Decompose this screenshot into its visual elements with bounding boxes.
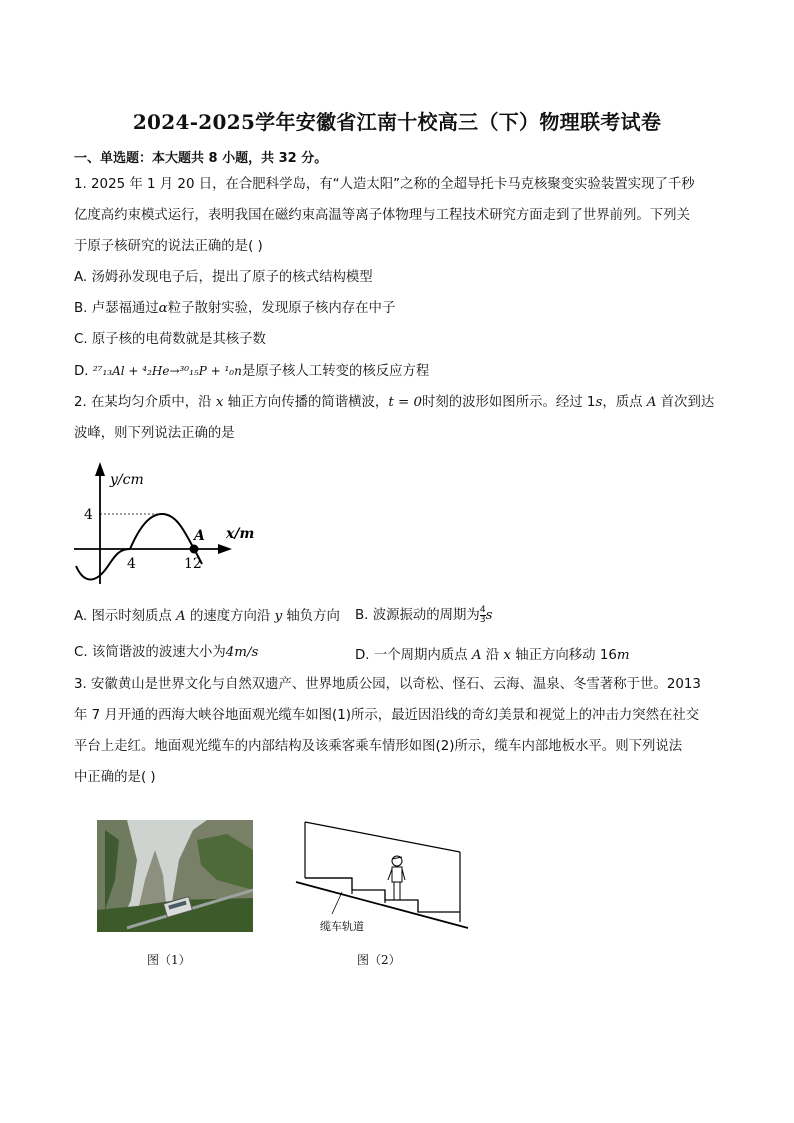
fraction-denominator: 3 — [479, 614, 486, 625]
y-axis-label: y/cm — [110, 472, 144, 488]
y-tick-4: 4 — [84, 507, 93, 523]
q2-stem-line2: 波峰，则下列说法正确的是 — [74, 426, 235, 441]
q2-var-a: A — [467, 648, 486, 663]
q1-option-b-pre: B. 卢瑟福通过 — [74, 301, 159, 316]
q2-text: 2. 在某均匀介质中，沿 — [74, 395, 212, 410]
fraction-numerator: 4 — [479, 604, 486, 615]
x-tick-12: 12 — [184, 556, 202, 572]
q1-stem-line3: 于原子核研究的说法正确的是( ) — [74, 239, 263, 254]
q2-option-text: B. 波源振动的周期为 — [355, 608, 480, 623]
q2-option-b — [355, 604, 492, 625]
q2-text: 轴正方向传播的简谐横波， — [227, 395, 389, 410]
q2-option-text: 轴正方向移动 16 — [515, 648, 617, 663]
section-header: 一、单选题：本大题共 8 小题，共 32 分。 — [74, 151, 328, 166]
q2-text: ，质点 — [602, 395, 643, 410]
roof — [305, 822, 460, 852]
q1-stem-line1: 1. 2025 年 1 月 20 日，在合肥科学岛，有“人造太阳”之称的全超导托卡马克核聚变实验装置实现了千秒 — [74, 177, 695, 192]
q2-var-x: x — [499, 648, 516, 663]
figure-1-caption: 图（1） — [147, 953, 191, 967]
wave-speed-value: 4m/s — [225, 645, 259, 660]
q2-option-text: D. 一个周期内质点 — [355, 648, 468, 663]
track-pointer — [332, 892, 342, 914]
page-title: 2024-2025学年安徽省江南十校高三（下）物理联考试卷 — [132, 110, 662, 134]
q1-option-b-post: 粒子散射实验，发现原子核内存在中子 — [167, 301, 396, 316]
q1-option-d — [74, 362, 429, 381]
q2-stem-line1 — [74, 394, 714, 412]
x-axis-label: x/m — [226, 526, 255, 542]
passenger-body — [392, 867, 402, 882]
stepped-floor — [305, 876, 460, 912]
x-tick-4: 4 — [127, 556, 136, 572]
passenger-figure — [388, 856, 405, 900]
q2-text: 首次到达 — [660, 395, 715, 410]
x-axis-arrow — [218, 544, 232, 554]
q2-var-a: A — [642, 395, 661, 410]
q2-option-text: 沿 — [485, 648, 500, 663]
wave-graph — [64, 456, 264, 596]
q2-unit-s: s — [595, 395, 603, 410]
q1-option-d-text: 是原子核人工转变的核反应方程 — [241, 364, 430, 379]
alpha-symbol: α — [158, 301, 168, 316]
point-a-marker — [190, 545, 199, 554]
q2-option-text: 的速度方向沿 — [189, 609, 271, 624]
q2-option-text: 轴负方向 — [286, 609, 340, 624]
q1-stem-line2: 亿度高约束模式运行，表明我国在磁约束高温等离子体物理与工程技术研究方面走到了世界前列。下列关 — [74, 208, 690, 223]
q2-option-d — [355, 644, 630, 663]
q2-option-a — [74, 608, 340, 626]
y-axis-arrow — [95, 462, 105, 476]
q2-option-text: A. 图示时刻质点 — [74, 609, 172, 624]
q2-text: 时刻的波形如图所示。经过 1 — [421, 395, 596, 410]
q2-option-c — [74, 644, 258, 662]
point-a-label: A — [194, 528, 205, 544]
nuclear-equation: ²⁷₁₃Al + ⁴₂He→³⁰₁₅P + ¹₀n — [92, 364, 242, 378]
unit-s: s — [485, 608, 493, 623]
q2-option-text: C. 该简谐波的波速大小为 — [74, 645, 226, 660]
passenger-left-arm — [388, 869, 392, 880]
q1-option-d-label: D. — [74, 364, 93, 379]
cable-car-photo — [97, 820, 253, 932]
q1-option-c: C. 原子核的电荷数就是其核子数 — [74, 332, 266, 347]
q2-var-y: y — [270, 609, 287, 624]
q1-option-b — [74, 300, 395, 318]
q2-var-x: x — [211, 395, 228, 410]
q3-stem-line1: 3. 安徽黄山是世界文化与自然双遗产、世界地质公园，以奇松、怪石、云海、温泉、冬雪著称于世。2013 — [74, 677, 701, 692]
unit-m: m — [616, 648, 630, 663]
track-label: 缆车轨道 — [320, 920, 364, 933]
q2-var-a: A — [171, 609, 190, 624]
q1-option-a: A. 汤姆孙发现电子后，提出了原子的核式结构模型 — [74, 270, 373, 285]
q3-stem-line3: 平台上走红。地面观光缆车的内部结构及该乘客乘车情形如图(2)所示，缆车内部地板水平。则下列说法 — [74, 739, 683, 754]
q2-var-t: t = 0 — [388, 395, 422, 410]
cable-car-diagram — [290, 820, 470, 940]
q3-stem-line4: 中正确的是( ) — [74, 770, 156, 785]
figure-2-caption: 图（2） — [357, 953, 401, 967]
q3-stem-line2: 年 7 月开通的西海大峡谷地面观光缆车如图(1)所示，最近因沿线的奇幻美景和视觉上的冲击力突然在社交 — [74, 708, 700, 723]
